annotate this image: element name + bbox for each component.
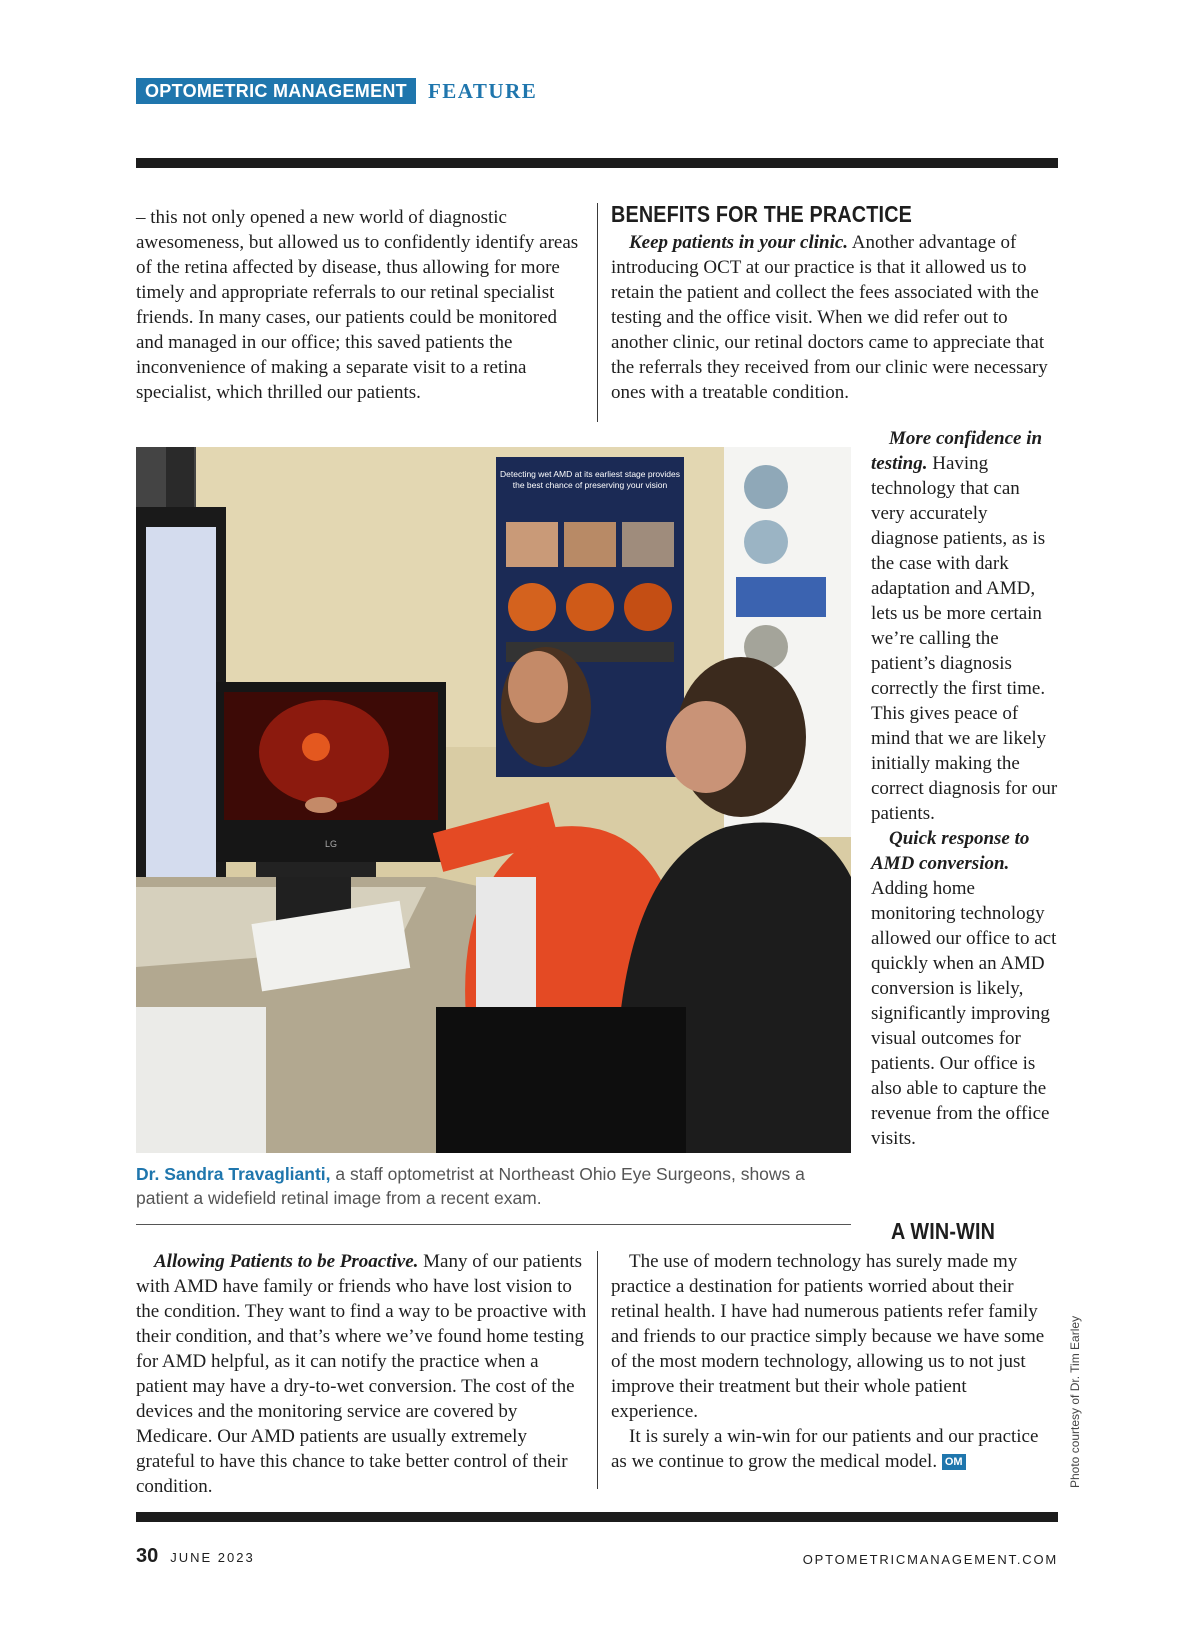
sidebar-paragraph-1 xyxy=(871,426,1058,826)
issue-date: JUNE 2023 xyxy=(170,1550,255,1565)
body-paragraph: The use of modern technology has surely made my practice a destination for patients worried about their retinal health. I have had numerous patients refer family and friends to our practice simply because we have some of the most modern technology, allowing us to not just improve their treatment but their whole patient experience. xyxy=(611,1251,1045,1422)
paragraph-text: It is surely a win-win for our patients and our practice as we continue to grow the medical model. xyxy=(611,1426,1039,1472)
caption-text: a staff optometrist at Northeast Ohio Eye Surgeons, shows a patient a widefield retinal image from a recent exam. xyxy=(136,1164,805,1208)
sidebar-column xyxy=(871,426,1058,1151)
top-rule xyxy=(136,158,1058,168)
end-mark-icon: OM xyxy=(942,1454,966,1470)
caption-name: Dr. Sandra Travaglianti, xyxy=(136,1164,331,1184)
bottom-rule xyxy=(136,1512,1058,1522)
photo-credit: Photo courtesy of Dr. Tim Earley xyxy=(1068,1315,1082,1488)
page-header xyxy=(136,78,537,104)
top-right-column xyxy=(611,198,1058,405)
paragraph-text: Adding home monitoring technology allowed our office to act quickly when an AMD conversion is likely, significantly improving visual outcomes for patients. Our office is also able to capture the revenue from the office visits. xyxy=(871,878,1057,1149)
section-label: FEATURE xyxy=(427,78,538,103)
paragraph-lead: More confidence in testing. xyxy=(871,428,1043,474)
page-number: 30 xyxy=(136,1545,159,1567)
body-paragraph: – this not only opened a new world of diagnostic awesomeness, but allowed us to confidently identify areas of the retina affected by disease, thus allowing for more timely and appropriate referrals to our retinal specialist friends. In many cases, our patients could be monitored and managed in our office; this saved patients the inconvenience of making a separate visit to a retina specialist, which thrilled our patients. xyxy=(136,207,579,403)
bottom-left-column xyxy=(136,1249,588,1499)
bottom-right-column xyxy=(611,1249,1058,1474)
paragraph-text: Having technology that can very accurately diagnose patients, as is the case with dark adaptation and AMD, lets us be more certain we’re calling the patient’s diagnosis correctly the first time. This gives peace of mind that we are likely initially making the correct diagnosis for our patients. xyxy=(871,453,1058,824)
body-paragraph xyxy=(136,1249,588,1499)
paragraph-text: Another advantage of introducing OCT at our practice is that it allowed us to retain the patient and collect the fees associated with the testing and the office visit. When we did refer out to another clinic, our retinal doctors came to appreciate that the referrals they received from our clinic were necessary ones with a treatable condition. xyxy=(611,232,1048,403)
poster-text-line-2: the best chance of preserving your vision xyxy=(512,480,668,490)
heading-win-win: A WIN-WIN xyxy=(891,1218,996,1244)
poster-text-line-1: Detecting wet AMD at its earliest stage provides xyxy=(500,469,680,479)
paragraph-lead: Keep patients in your clinic. xyxy=(629,232,849,253)
heading-benefits: BENEFITS FOR THE PRACTICE xyxy=(611,201,913,227)
column-divider-bottom xyxy=(597,1251,598,1489)
paragraph-lead: Quick response to AMD conversion. xyxy=(871,828,1030,874)
top-left-column xyxy=(136,205,588,405)
publication-badge: OPTOMETRIC MANAGEMENT xyxy=(136,78,416,104)
photo-caption xyxy=(136,1162,851,1210)
paragraph-lead: Allowing Patients to be Proactive. xyxy=(154,1251,419,1272)
paragraph-text: Many of our patients with AMD have family or friends who have lost vision to the condition. They want to find a way to be proactive with their condition, and that’s where we’ve found home testing for AMD helpful, as it can notify the practice when a patient may have a dry-to-wet conversion. The cost of the devices and the monitoring service are covered by Medicare. Our AMD patients are usually extremely grateful to have this chance to take better control of their condition. xyxy=(136,1251,587,1497)
body-paragraph-final xyxy=(611,1424,1058,1474)
caption-rule xyxy=(136,1224,851,1225)
footer-website: OPTOMETRICMANAGEMENT.COM xyxy=(802,1552,1058,1567)
monitor-brand: LG xyxy=(324,839,338,849)
column-divider-top xyxy=(597,203,598,422)
footer-left xyxy=(136,1545,255,1568)
sidebar-paragraph-2 xyxy=(871,826,1058,1151)
article-photo xyxy=(136,447,851,1153)
body-paragraph xyxy=(611,230,1058,405)
